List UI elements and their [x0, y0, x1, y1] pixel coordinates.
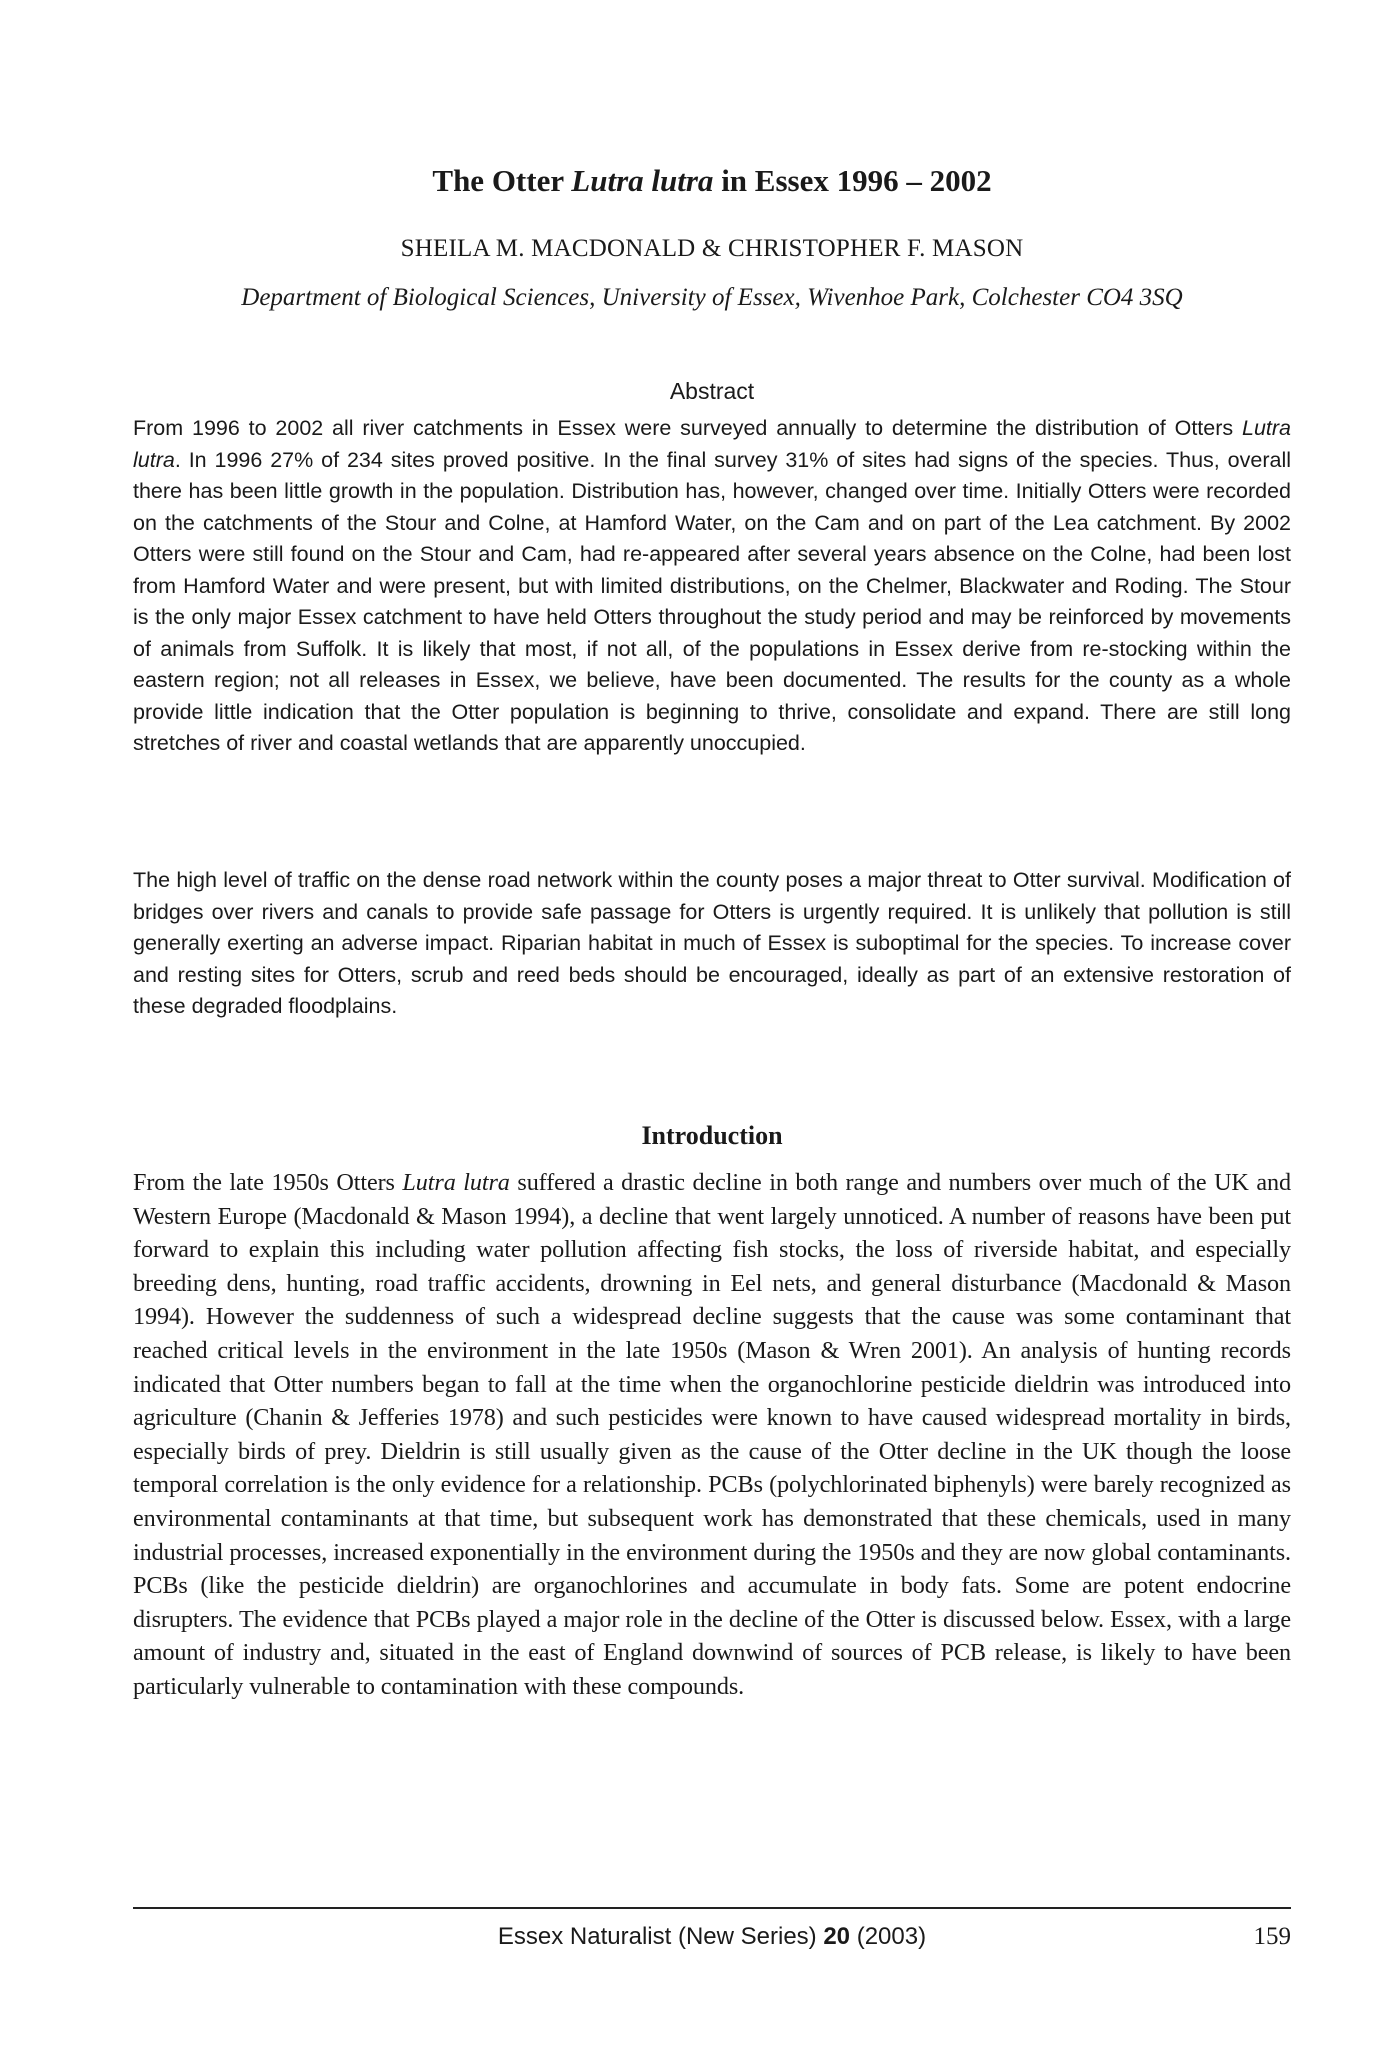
journal-volume: 20: [823, 1923, 851, 1950]
abstract-paragraph-2: The high level of traffic on the dense road network within the county poses a major threat to Otter survival. Modification of bridges over rivers and canals to provide safe passage for Otters is urgently required. It is unlikely that pollution is still generally exerting an adverse impact. Riparian habitat in much of Essex is suboptimal for the species. To increase cover and resting sites for Otters, scrub and reed beds should be encouraged, ideally as part of an extensive restoration of these degraded floodplains.: [133, 868, 1291, 1018]
paper-page: [133, 0, 1291, 2067]
footer-rule: [133, 1907, 1291, 1909]
paper-title: [133, 162, 1291, 200]
abstract-paragraph-1: [133, 413, 1291, 760]
abstract-heading: Abstract: [669, 378, 755, 404]
abstract-p1-species: Lutra lutra: [133, 416, 1291, 472]
journal-name: Essex Naturalist (New Series): [497, 1923, 824, 1950]
introduction-heading: Introduction: [641, 1121, 783, 1150]
title-prefix: The Otter: [432, 163, 572, 198]
page-footer: [133, 1922, 1291, 1956]
page-number: 159: [1253, 1923, 1291, 1950]
abstract-p1-text-b: . In 1996 27% of 234 sites proved positive. In the final survey 31% of sites had signs of the species. Thus, overall there has been little growth in the population. Distribution has, however, changed over time. Initially Otters were recorded on the catchments of the Stour and Colne, at Hamford Water, on the Cam and on part of the Lea catchment. By 2002 Otters were still found on the Stour and Cam, had re-appeared after several years absence on the Colne, had been lost from Hamford Water and were present, but with limited distributions, on the Chelmer, Blackwater and Roding. The Stour is the only major Essex catchment to have held Otters throughout the study period and may be reinforced by movements of animals from Suffolk. It is likely that most, if not all, of the populations in Essex derive from re-stocking within the eastern region; not all releases in Essex, we believe, have been documented. The results for the county as a whole provide little indication that the Otter population is beginning to thrive, consolidate and expand. There are still long stretches of river and coastal wetlands that are apparently unoccupied.: [133, 447, 1291, 755]
intro-text-a: From the late 1950s Otters: [133, 1169, 403, 1196]
intro-text-b: suffered a drastic decline in both range and numbers over much of the UK and Western Europe (Macdonald & Mason 1994), a decline that went largely unnoticed. A number of reasons have been put forward to explain this including water pollution affecting fish stocks, the loss of riverside habitat, and especially breeding dens, hunting, road traffic accidents, drowning in Eel nets, and general disturbance (Macdonald & Mason 1994). However the suddenness of such a widespread decline suggests that the cause was some contaminant that reached critical levels in the environment in the late 1950s (Mason & Wren 2001). An analysis of hunting records indicated that Otter numbers began to fall at the time when the organochlorine pesticide dieldrin was introduced into agriculture (Chanin & Jefferies 1978) and such pesticides were known to have caused widespread mortality in birds, especially birds of prey. Dieldrin is still usually given as the cause of the Otter decline in the UK though the loose temporal correlation is the only evidence for a relationship. PCBs (polychlorinated biphenyls) were barely recognized as environmental contaminants at that time, but subsequent work has demonstrated that these chemicals, used in many industrial processes, increased exponentially in the environment during the 1950s and they are now global contaminants. PCBs (like the pesticide dieldrin) are organochlorines and accumulate in body fats. Some are potent endocrine disrupters. The evidence that PCBs played a major role in the decline of the Otter is discussed below. Essex, with a large amount of industry and, situated in the east of England downwind of sources of PCB release, is likely to have been particularly vulnerable to contamination with these compounds.: [133, 1169, 1291, 1700]
affiliation: Department of Biological Sciences, University of Essex, Wivenhoe Park, Colchester CO4 3SQ: [241, 284, 1183, 311]
journal-citation: [133, 1922, 1291, 1952]
abstract-p1-text-a: From 1996 to 2002 all river catchments in Essex were surveyed annually to determine the distribution of Otters: [133, 416, 1242, 440]
authors: SHEILA M. MACDONALD & CHRISTOPHER F. MASON: [400, 235, 1024, 262]
journal-year: (2003): [850, 1923, 927, 1950]
introduction-paragraph: [133, 1166, 1291, 1704]
title-suffix: in Essex 1996 – 2002: [713, 163, 992, 198]
title-species: Lutra lutra: [571, 163, 714, 198]
intro-species: Lutra lutra: [402, 1169, 510, 1196]
